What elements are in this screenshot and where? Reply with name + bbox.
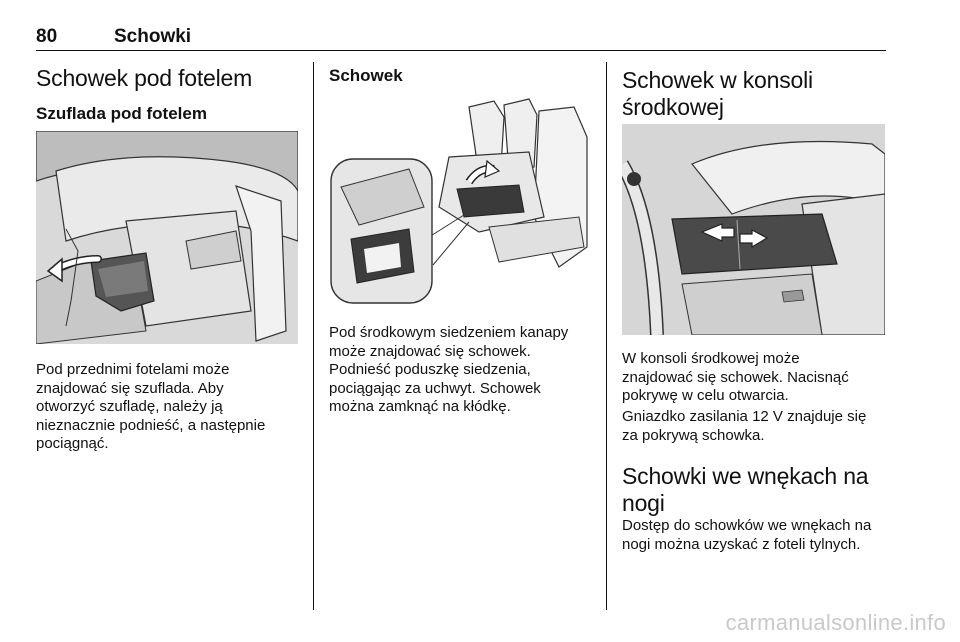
- header-rule: [36, 50, 886, 51]
- subsection-title: Szuflada pod fotelem: [36, 104, 207, 123]
- column-divider: [313, 62, 314, 610]
- watermark: carmanualsonline.info: [725, 610, 946, 635]
- paragraph: W konsoli środkowej może znajdować się schowek. Nacisnąć pokrywę w celu otwarcia.: [622, 350, 849, 404]
- page-number: 80: [36, 26, 58, 47]
- subsection-title: Schowek: [329, 66, 403, 85]
- section-title: Schowek pod fotelem: [36, 65, 253, 91]
- column-divider: [606, 62, 607, 610]
- paragraph: Gniazdko zasilania 12 V znajduje się za pokrywą schowka.: [622, 408, 867, 444]
- paragraph: Pod przednimi fotelami może znajdować się szuflada. Aby otworzyć szufladę, należy ją nieznacznie podnieść, a następnie pociągnąć.: [36, 361, 266, 452]
- chapter-title: Schowki: [114, 26, 192, 47]
- section-title: Schowki we wnękach na nogi: [622, 463, 869, 516]
- paragraph: Dostęp do schowków we wnękach na nogi można uzyskać z foteli tylnych.: [622, 517, 872, 553]
- seat-drawer-illustration: [36, 131, 298, 344]
- rear-bench-storage-illustration: [329, 97, 591, 307]
- center-console-illustration: [622, 124, 885, 335]
- section-title: Schowek w konsoli środkowej: [622, 67, 813, 120]
- paragraph: Pod środkowym siedzeniem kanapy może znajdować się schowek. Podnieść poduszkę siedzenia, pociągając za uchwyt. Schowek można zamknąć na kłódkę.: [329, 324, 569, 415]
